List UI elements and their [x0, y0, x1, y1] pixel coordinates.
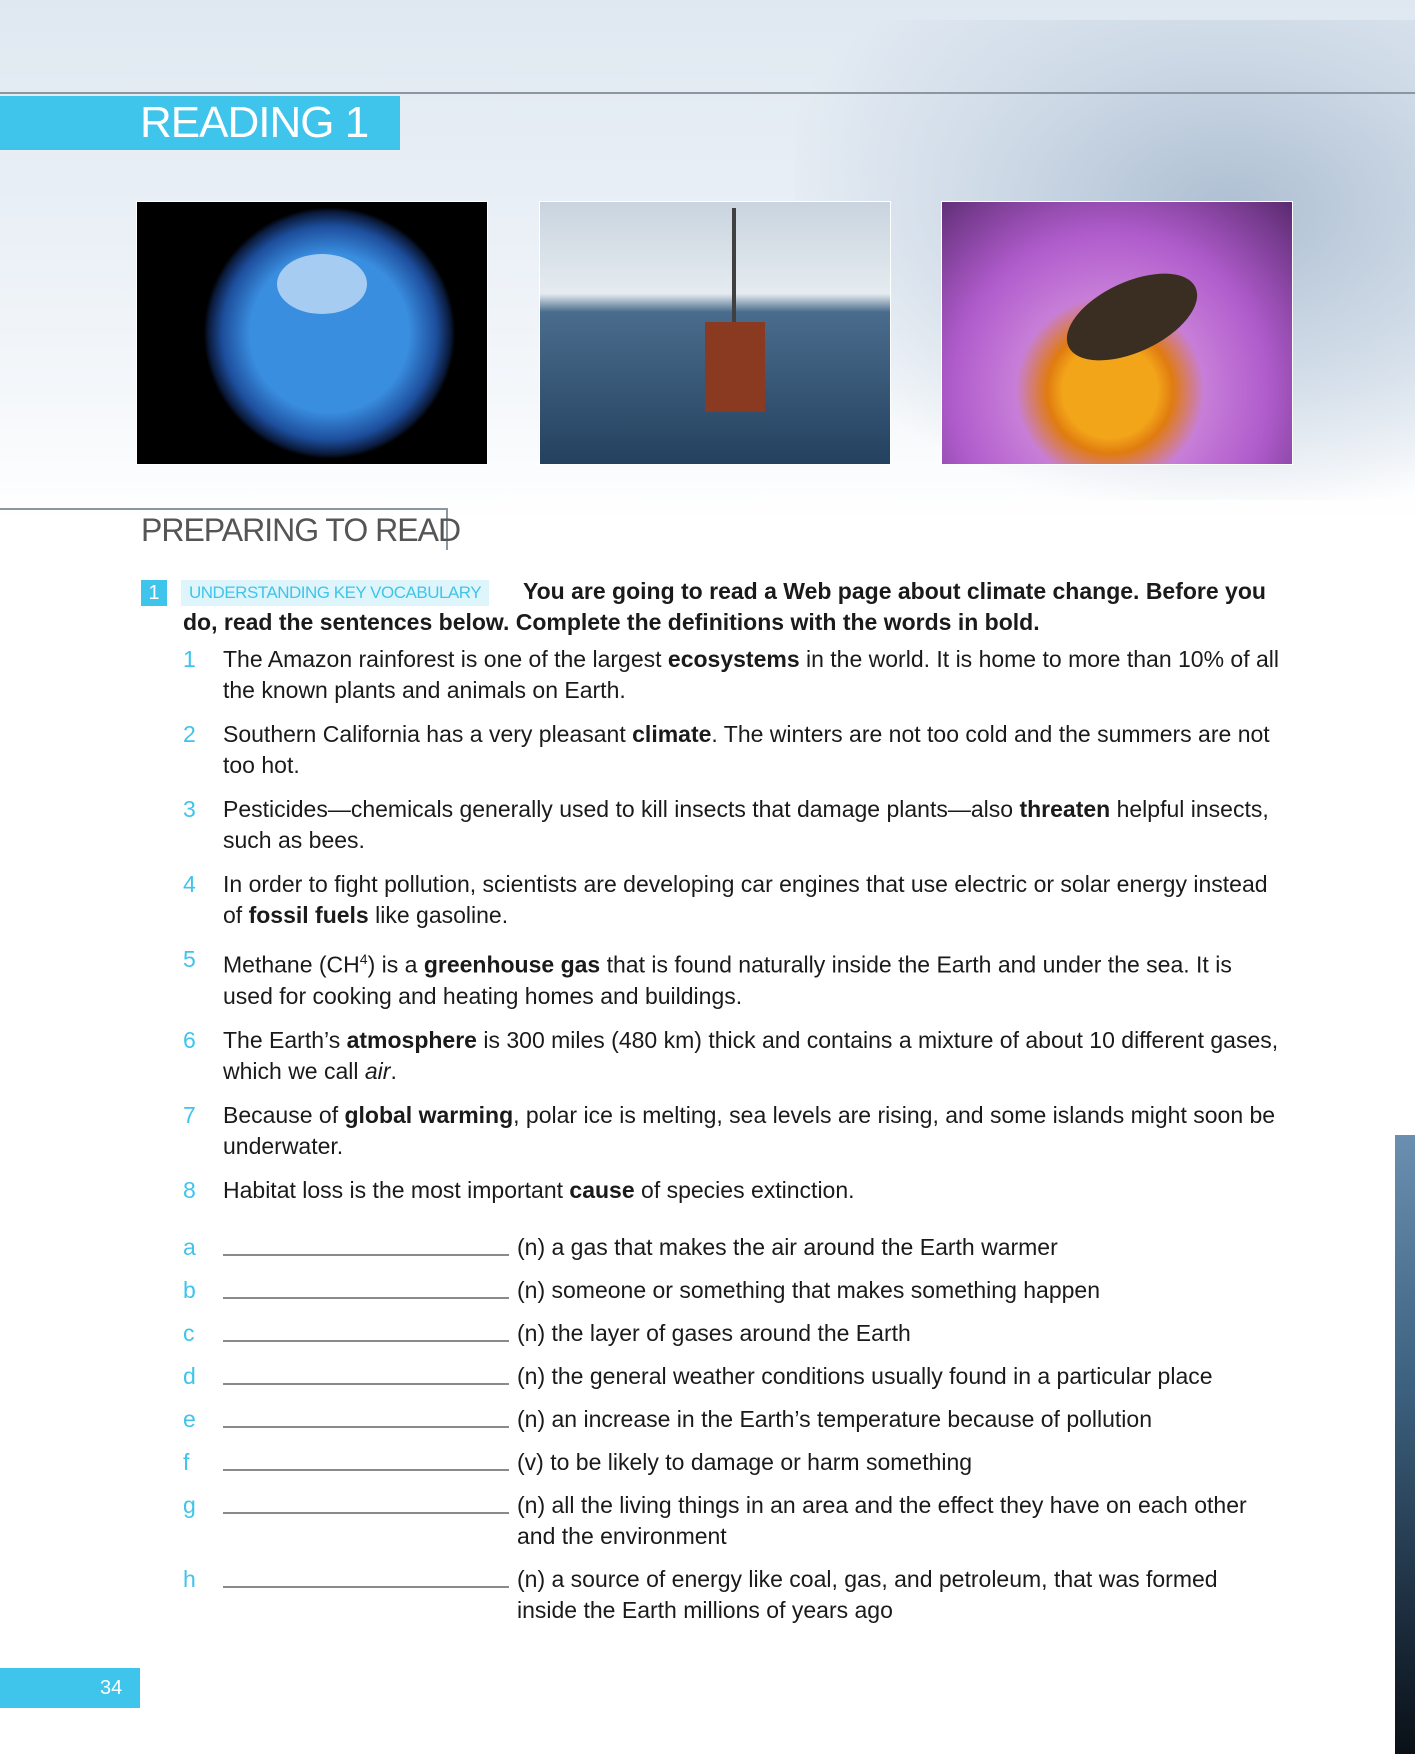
vocab-word: threaten [1019, 796, 1111, 822]
answer-blank[interactable] [223, 1426, 509, 1428]
answer-blank[interactable] [223, 1340, 509, 1342]
answer-blank[interactable] [223, 1254, 509, 1256]
definition-row [183, 1404, 1283, 1435]
list-item: 7 Because of global warming, polar ice is melting, sea levels are rising, and some islands might soon be underwater. [183, 1101, 1276, 1159]
list-item: 6 The Earth’s atmosphere is 300 miles (480 km) thick and contains a mixture of about 10 different gases, which we call air. [183, 1026, 1279, 1084]
definition-letter: a [183, 1234, 196, 1260]
list-item: 1 The Amazon rainforest is one of the largest ecosystems in the world. It is home to more than 10% of all the known plants and animals on Earth. [183, 646, 1280, 703]
definition-letter: g [183, 1492, 196, 1518]
definition-text: (v) to be likely to damage or harm something [517, 1449, 973, 1475]
definition-letter: c [183, 1320, 195, 1346]
vocab-word: global warming [344, 1101, 514, 1128]
item-number: 5 [183, 946, 196, 972]
answer-blank[interactable] [223, 1512, 509, 1514]
list-item: 3 Pesticides—chemicals generally used to kill insects that damage plants—also threaten helpful insects, such as bees. [183, 796, 1269, 853]
list-item: 5 Methane $(CH^4)$ is a greenhouse gas that is found naturally inside the Earth and under the sea. It is used for cooking and heating homes and buildings. [183, 946, 1232, 1009]
definition-letter: d [183, 1363, 196, 1389]
definition-letter: h [183, 1566, 196, 1592]
list-item: 8 Habitat loss is the most important cause of species extinction. [183, 1175, 1283, 1206]
page-title: READING 1 [140, 98, 369, 147]
definition-text: (n) the general weather conditions usually found in a particular place [517, 1363, 1213, 1389]
exercise-instruction: You are going to read a Web page about climate change. Before you do, read the sentences below. Complete the definitions with the words in bold. [183, 578, 1266, 635]
item-number: 3 [183, 796, 196, 822]
list-item: 2 Southern California has a very pleasant climate. The winters are not too cold and the summers are not too hot. [183, 721, 1270, 778]
item-number: 7 [183, 1101, 196, 1128]
header-rule [0, 92, 1415, 94]
vocab-word: fossil fuels [248, 902, 369, 928]
page-number: 34 [100, 1677, 123, 1699]
definition-row [183, 1318, 1283, 1349]
definition-text: (n) a source of energy like coal, gas, and petroleum, that was formed inside the Earth millions of years ago [517, 1566, 1218, 1623]
definition-letter: b [183, 1277, 196, 1303]
section-title: PREPARING TO READ [141, 512, 461, 548]
definition-text: (n) an increase in the Earth’s temperature because of pollution [517, 1406, 1153, 1432]
item-number: 4 [183, 871, 196, 897]
answer-blank[interactable] [223, 1297, 509, 1299]
list-item: 4 In order to fight pollution, scientists are developing car engines that use electric or solar energy instead of fossil fuels like gasoline. [183, 871, 1268, 928]
definition-row [183, 1275, 1283, 1306]
definition-row [183, 1232, 1283, 1263]
vocab-word: greenhouse gas [423, 951, 601, 978]
definition-row [183, 1564, 1283, 1626]
definition-list [183, 1232, 1283, 1638]
vocab-word: atmosphere [346, 1026, 477, 1053]
definition-letter: f [183, 1449, 190, 1475]
definition-text: (n) a gas that makes the air around the Earth warmer [517, 1234, 1058, 1260]
vocab-word: ecosystems [667, 646, 800, 672]
definition-letter: e [183, 1406, 196, 1432]
sentence-list [183, 644, 1283, 1219]
item-number: 2 [183, 721, 196, 747]
earth-photo [136, 201, 488, 465]
oil-rig-photo [539, 201, 891, 465]
bee-on-flower-photo [941, 201, 1293, 465]
definition-text: (n) the layer of gases around the Earth [517, 1320, 911, 1346]
exercise-number: 1 [141, 580, 167, 606]
exercise-tag: UNDERSTANDING KEY VOCABULARY [181, 580, 489, 606]
item-number: 1 [183, 646, 196, 672]
answer-blank[interactable] [223, 1469, 509, 1471]
vocab-word: cause [569, 1176, 635, 1203]
vocab-word: climate [632, 721, 712, 747]
answer-blank[interactable] [223, 1383, 509, 1385]
item-number: 8 [183, 1176, 196, 1203]
section-rule [0, 508, 448, 510]
definition-row [183, 1490, 1283, 1552]
definition-row [183, 1361, 1283, 1392]
definition-text: (n) someone or something that makes something happen [517, 1277, 1100, 1303]
answer-blank[interactable] [223, 1586, 509, 1588]
definition-text: (n) all the living things in an area and the effect they have on each other and the environment [517, 1492, 1247, 1549]
side-photo-strip [1395, 1135, 1415, 1754]
definition-row [183, 1447, 1283, 1478]
item-number: 6 [183, 1026, 196, 1053]
